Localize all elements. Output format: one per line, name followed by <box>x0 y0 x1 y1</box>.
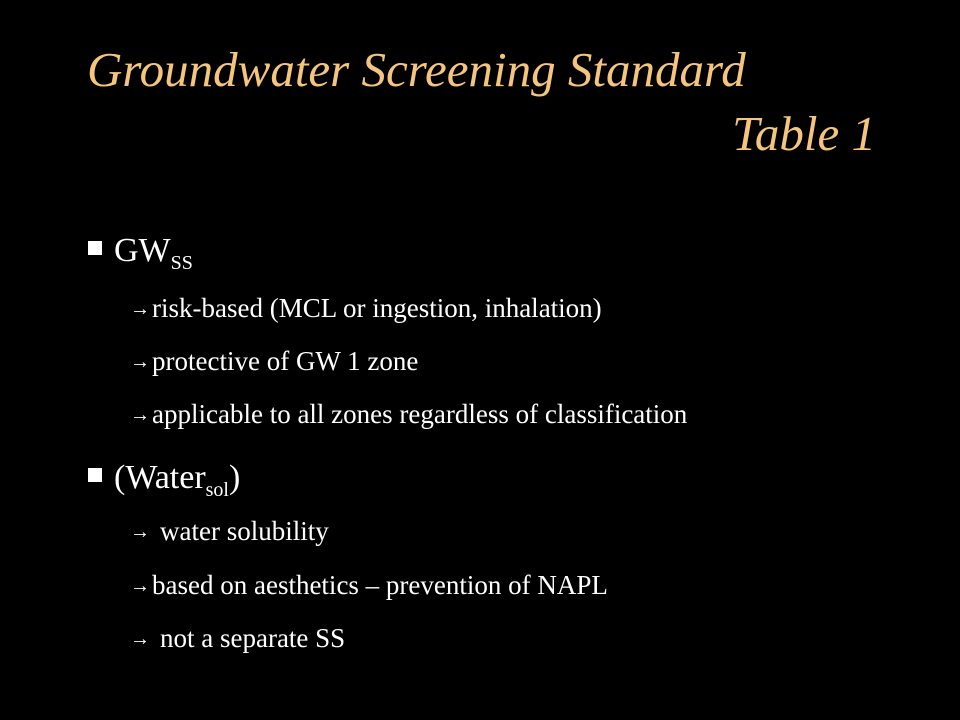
bullet-after-text: ) <box>228 459 241 496</box>
sub-bullet <box>130 569 608 602</box>
right-arrow-icon: → <box>130 521 150 543</box>
right-arrow-icon: → <box>130 628 150 650</box>
right-arrow-icon: → <box>130 575 150 597</box>
sub-bullet-text: water solubility <box>160 516 329 546</box>
bullet-subscript: sol <box>205 479 229 501</box>
title-line-1: Groundwater Screening Standard <box>87 42 746 97</box>
right-arrow-icon: → <box>130 298 150 320</box>
sub-bullet-text: applicable to all zones regardless of classification <box>152 399 688 429</box>
right-arrow-icon: → <box>130 404 150 426</box>
slide-title <box>60 38 900 166</box>
square-bullet-icon <box>88 241 102 255</box>
sub-bullet-text: protective of GW 1 zone <box>152 346 419 376</box>
sub-bullet-text: risk-based (MCL or ingestion, inhalation) <box>152 293 602 323</box>
bullet-main-text: GW <box>114 232 171 269</box>
right-arrow-icon: → <box>130 351 150 373</box>
square-bullet-icon <box>88 468 102 482</box>
sub-bullet <box>130 515 329 548</box>
sub-bullet <box>130 345 418 378</box>
sub-bullet <box>130 398 687 431</box>
title-line-2: Table 1 <box>732 106 876 161</box>
sub-bullet <box>130 622 345 655</box>
sub-bullet <box>130 292 602 325</box>
bullet-gwss <box>88 231 193 283</box>
bullet-subscript: SS <box>170 252 193 274</box>
sub-bullet-text: not a separate SS <box>160 623 346 653</box>
sub-bullet-text: based on aesthetics – prevention of NAPL <box>152 570 608 600</box>
bullet-watersol <box>88 458 240 510</box>
bullet-main-text: (Water <box>114 459 206 496</box>
